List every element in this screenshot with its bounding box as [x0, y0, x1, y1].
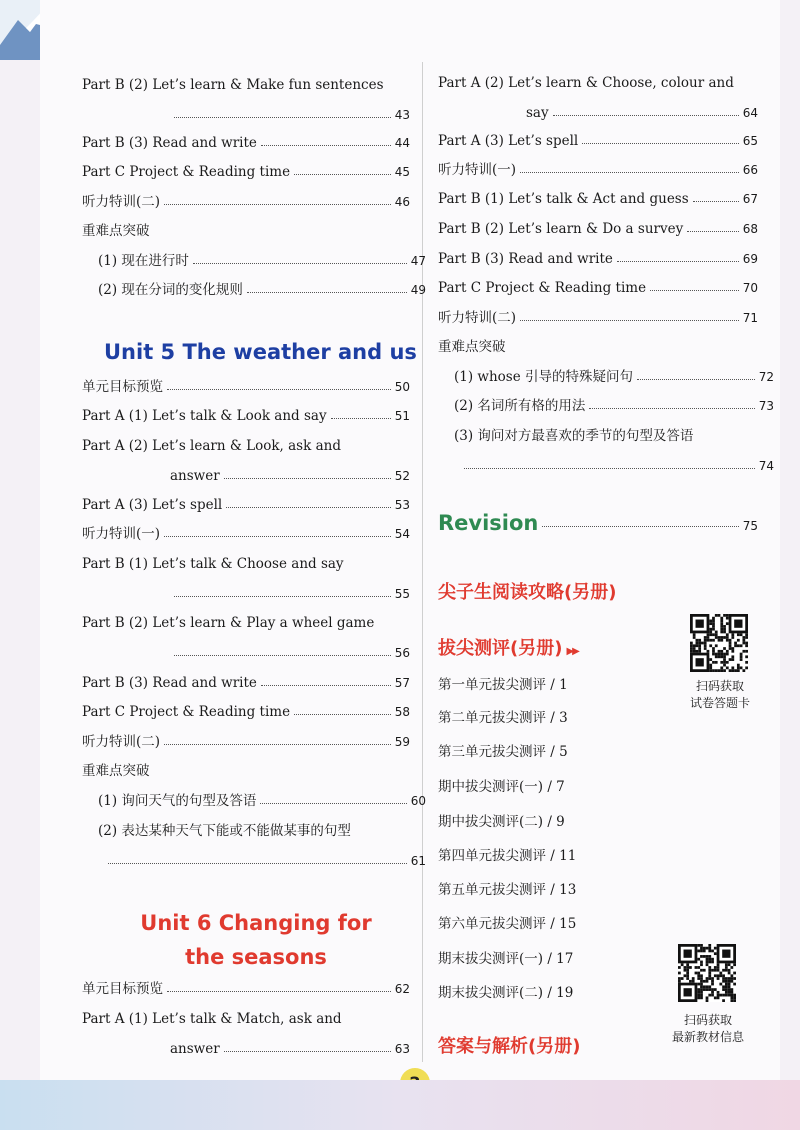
- toc-entry-line: [82, 496, 410, 514]
- toc-entry-title: (1) 现在进行时: [98, 253, 189, 269]
- right-column: [438, 0, 774, 1060]
- toc-page-number: 49: [410, 283, 426, 297]
- toc-page-number: 75: [742, 519, 758, 533]
- leader-dots: [464, 468, 755, 469]
- toc-entry-line: [438, 161, 758, 179]
- toc-entry-title: Part A (1) Let’s talk & Look and say: [82, 408, 327, 424]
- toc-entry[interactable]: [82, 134, 410, 152]
- toc-entry-line: [82, 407, 410, 425]
- leader-dots: [520, 320, 739, 321]
- leader-dots: [226, 507, 390, 508]
- toc-page-number: 60: [410, 794, 426, 808]
- test-heading: [438, 634, 578, 660]
- toc-section-label: 重难点突破: [82, 763, 150, 779]
- toc-page-number: 59: [394, 735, 410, 749]
- toc-entry-title: 听力特训(二): [82, 194, 161, 210]
- leader-dots: [167, 389, 391, 390]
- leader-dots: [164, 536, 391, 537]
- toc-entry[interactable]: [82, 792, 426, 810]
- toc-entry-line: [82, 674, 410, 692]
- test-entry[interactable]: 第一单元拔尖测评 / 1: [438, 677, 568, 693]
- toc-entry-line: [454, 368, 774, 386]
- qr-caption-answer-sheet: [670, 678, 770, 712]
- left-column: [82, 0, 426, 1060]
- toc-section-label: 重难点突破: [438, 339, 506, 355]
- leader-dots: [294, 174, 391, 175]
- revision-heading: Revision: [438, 511, 539, 535]
- toc-entry[interactable]: [82, 614, 410, 662]
- toc-entry-line: [82, 703, 410, 721]
- leader-dots: [164, 204, 391, 205]
- toc-entry[interactable]: [82, 281, 426, 299]
- leader-dots: [687, 231, 739, 232]
- toc-entry[interactable]: [438, 427, 774, 475]
- toc-page-number: 62: [394, 982, 410, 996]
- toc-entry[interactable]: [438, 132, 758, 150]
- toc-page-number: 50: [394, 380, 410, 394]
- toc-entry[interactable]: [82, 733, 410, 751]
- leader-dots: [224, 478, 391, 479]
- toc-entry-line: [438, 220, 758, 238]
- toc-entry-line: [438, 104, 758, 122]
- toc-entry-line: [98, 792, 426, 810]
- toc-entry-line: [454, 457, 774, 475]
- toc-entry-line: [82, 76, 410, 94]
- toc-entry-line: [438, 132, 758, 150]
- toc-page-number: 73: [758, 399, 774, 413]
- toc-entry-title: Part A (2) Let’s learn & Look, ask and: [82, 438, 341, 454]
- toc-page-number: 52: [394, 469, 410, 483]
- toc-entry-line: [82, 644, 410, 662]
- toc-page-number: 56: [394, 646, 410, 660]
- reading-guide-heading: 尖子生阅读攻略(另册): [438, 582, 617, 603]
- toc-entry-line: [82, 733, 410, 751]
- leader-dots: [193, 263, 407, 264]
- leader-dots: [582, 143, 738, 144]
- leader-dots: [520, 172, 739, 173]
- toc-entry[interactable]: [82, 1010, 410, 1058]
- toc-page-number: 61: [410, 854, 426, 868]
- toc-entry[interactable]: [82, 822, 426, 870]
- toc-entry[interactable]: [438, 190, 758, 208]
- toc-entry[interactable]: [82, 525, 410, 543]
- toc-entry-title: Part B (1) Let’s talk & Choose and say: [82, 556, 344, 572]
- toc-page-number: 67: [742, 192, 758, 206]
- leader-dots: [617, 261, 739, 262]
- toc-page-number: 68: [742, 222, 758, 236]
- toc-entry-line: [82, 614, 410, 632]
- toc-entry-title: Part A (1) Let’s talk & Match, ask and: [82, 1011, 342, 1027]
- toc-entry-title: 单元目标预览: [82, 981, 163, 997]
- toc-entry-title: 听力特训(二): [82, 734, 161, 750]
- toc-entry[interactable]: [82, 163, 410, 181]
- toc-entry-title: Part C Project & Reading time: [82, 704, 291, 720]
- toc-entry[interactable]: [438, 74, 758, 122]
- toc-entry-title: 听力特训(二): [438, 310, 517, 326]
- bottom-decoration: [0, 1080, 800, 1130]
- toc-page-number: 55: [394, 587, 410, 601]
- toc-entry[interactable]: [438, 338, 758, 356]
- leader-dots: [542, 526, 738, 527]
- toc-entry-line: [98, 252, 426, 270]
- toc-entry[interactable]: [438, 368, 774, 386]
- toc-entry[interactable]: [82, 762, 410, 780]
- toc-entry[interactable]: [82, 252, 426, 270]
- qr-caption-line: 最新教材信息: [671, 1030, 744, 1044]
- toc-entry-line: [82, 193, 410, 211]
- toc-entry[interactable]: [82, 76, 410, 124]
- toc-entry-line: [98, 281, 426, 299]
- toc-page-number: 71: [742, 311, 758, 325]
- toc-page-number: 45: [394, 165, 410, 179]
- toc-entry-title: Part C Project & Reading time: [82, 164, 291, 180]
- toc-entry[interactable]: [82, 555, 410, 603]
- leader-dots: [260, 803, 406, 804]
- leader-dots: [261, 145, 391, 146]
- toc-entry-title: Part B (3) Read and write: [82, 135, 257, 151]
- unit6-heading-line2: the seasons: [185, 945, 327, 969]
- toc-entry-line: [454, 427, 774, 445]
- leader-dots: [164, 744, 391, 745]
- double-arrow-icon: ▶▶: [566, 646, 578, 657]
- toc-page-number: 44: [394, 136, 410, 150]
- unit6-heading-line1: Unit 6 Changing for: [140, 911, 372, 935]
- toc-page-number: 53: [394, 498, 410, 512]
- toc-entry-line: [438, 279, 758, 297]
- toc-entry[interactable]: [82, 222, 410, 240]
- unit5-heading: Unit 5 The weather and us: [104, 340, 417, 364]
- toc-entry-title: Part A (3) Let’s spell: [82, 497, 223, 513]
- toc-entry-line: [82, 525, 410, 543]
- toc-entry[interactable]: [438, 220, 758, 238]
- toc-entry[interactable]: [438, 279, 758, 297]
- test-entry[interactable]: 第三单元拔尖测评 / 5: [438, 744, 568, 760]
- leader-dots: [167, 991, 391, 992]
- toc-entry-line: [82, 467, 410, 485]
- toc-entry-line: [82, 163, 410, 181]
- toc-page-number: 43: [394, 108, 410, 122]
- toc-page-number: 65: [742, 134, 758, 148]
- toc-page-number: 47: [410, 254, 426, 268]
- leader-dots: [693, 201, 739, 202]
- toc-entry-line: [82, 437, 410, 455]
- test-entry[interactable]: 第四单元拔尖测评 / 11: [438, 848, 577, 864]
- toc-entry[interactable]: [438, 309, 758, 327]
- toc-entry-title: (3) 询问对方最喜欢的季节的句型及答语: [454, 428, 694, 444]
- toc-page-number: 51: [394, 409, 410, 423]
- toc-entry[interactable]: [82, 496, 410, 514]
- toc-entry[interactable]: [82, 437, 410, 485]
- toc-entry-title: Part A (3) Let’s spell: [438, 133, 579, 149]
- toc-entry-line: [438, 74, 758, 92]
- leader-dots: [637, 379, 755, 380]
- leader-dots: [589, 408, 754, 409]
- toc-entry-title: 听力特训(一): [438, 162, 517, 178]
- toc-entry[interactable]: [82, 674, 410, 692]
- toc-entry-line: [98, 852, 426, 870]
- toc-entry[interactable]: [438, 161, 758, 179]
- qr-code-answer-sheet[interactable]: [690, 614, 748, 672]
- toc-entry-line: [82, 134, 410, 152]
- toc-entry-title: Part B (3) Read and write: [82, 675, 257, 691]
- toc-page-number: 57: [394, 676, 410, 690]
- toc-entry-title: Part B (1) Let’s talk & Act and guess: [438, 191, 689, 207]
- test-entry[interactable]: 第六单元拔尖测评 / 15: [438, 916, 577, 932]
- toc-entry-line: [438, 309, 758, 327]
- toc-entry[interactable]: [438, 250, 758, 268]
- leader-dots: [174, 596, 391, 597]
- toc-page-number: 63: [394, 1042, 410, 1056]
- leader-dots: [247, 292, 407, 293]
- toc-entry-title: Part B (2) Let’s learn & Make fun sentences: [82, 77, 384, 93]
- column-divider: [422, 62, 423, 1062]
- toc-entry-title: Part B (3) Read and write: [438, 251, 613, 267]
- toc-section-label: 重难点突破: [82, 223, 150, 239]
- toc-entry-title: 单元目标预览: [82, 379, 163, 395]
- leader-dots: [294, 714, 391, 715]
- toc-entry-title: Part A (2) Let’s learn & Choose, colour and: [438, 75, 734, 91]
- toc-entry-title: (2) 表达某种天气下能或不能做某事的句型: [98, 823, 351, 839]
- toc-entry[interactable]: [82, 703, 410, 721]
- toc-page-number: 66: [742, 163, 758, 177]
- toc-entry-title: Part C Project & Reading time: [438, 280, 647, 296]
- toc-entry-title: (1) 询问天气的句型及答语: [98, 793, 257, 809]
- toc-entry-title: (2) 名词所有格的用法: [454, 398, 586, 414]
- toc-entry-line: [454, 397, 774, 415]
- toc-entry-title: (1) whose 引导的特殊疑问句: [454, 369, 633, 385]
- toc-page-number: 58: [394, 705, 410, 719]
- toc-page-number: 70: [742, 281, 758, 295]
- revision-entry[interactable]: [438, 511, 758, 535]
- toc-entry-line: [82, 980, 410, 998]
- answers-heading: 答案与解析(另册): [438, 1036, 581, 1057]
- toc-entry-line: [82, 585, 410, 603]
- toc-page-number: 69: [742, 252, 758, 266]
- test-entry[interactable]: 期末拔尖测评(二) / 19: [438, 985, 574, 1001]
- toc-entry-line: [438, 190, 758, 208]
- qr-caption-line: 扫码获取: [695, 679, 744, 693]
- toc-entry-title: Part B (2) Let’s learn & Do a survey: [438, 221, 684, 237]
- toc-entry-line: [98, 822, 426, 840]
- toc-entry-line: [82, 555, 410, 573]
- test-entry[interactable]: 期中拔尖测评(一) / 7: [438, 779, 565, 795]
- toc-page-number: 74: [758, 459, 774, 473]
- leader-dots: [650, 290, 739, 291]
- toc-entry-title: (2) 现在分词的变化规则: [98, 282, 243, 298]
- test-heading-text: 拔尖测评(另册): [438, 638, 563, 659]
- qr-caption-textbook-info: [658, 1012, 758, 1046]
- qr-caption-line: 试卷答题卡: [689, 696, 750, 710]
- leader-dots: [224, 1051, 391, 1052]
- leader-dots: [108, 863, 407, 864]
- test-entry[interactable]: 第五单元拔尖测评 / 13: [438, 882, 577, 898]
- toc-page-number: 72: [758, 370, 774, 384]
- qr-caption-line: 扫码获取: [683, 1013, 732, 1027]
- toc-entry-line: [438, 511, 758, 535]
- test-entry[interactable]: 期中拔尖测评(二) / 9: [438, 814, 565, 830]
- qr-code-textbook-info[interactable]: [678, 944, 736, 1002]
- leader-dots: [174, 117, 391, 118]
- toc-page-number: 46: [394, 195, 410, 209]
- toc-entry-line: [82, 106, 410, 124]
- toc-entry-line: [438, 250, 758, 268]
- toc-entry-line: [82, 1040, 410, 1058]
- leader-dots: [553, 115, 739, 116]
- toc-entry[interactable]: [82, 193, 410, 211]
- leader-dots: [174, 655, 391, 656]
- toc-entry-continuation: answer: [170, 468, 220, 484]
- toc-entry-continuation: say: [526, 105, 549, 121]
- test-entry[interactable]: 第二单元拔尖测评 / 3: [438, 710, 568, 726]
- leader-dots: [261, 685, 391, 686]
- toc-entry-line: [82, 378, 410, 396]
- toc-entry-continuation: answer: [170, 1041, 220, 1057]
- toc-entry-line: [82, 1010, 410, 1028]
- toc-entry-title: 听力特训(一): [82, 526, 161, 542]
- toc-page-number: 64: [742, 106, 758, 120]
- test-entry[interactable]: 期末拔尖测评(一) / 17: [438, 951, 574, 967]
- toc-entry[interactable]: [82, 407, 410, 425]
- toc-entry[interactable]: [82, 980, 410, 998]
- leader-dots: [331, 418, 391, 419]
- toc-entry[interactable]: [82, 378, 410, 396]
- toc-entry[interactable]: [438, 397, 774, 415]
- toc-page-number: 54: [394, 527, 410, 541]
- toc-entry-title: Part B (2) Let’s learn & Play a wheel game: [82, 615, 375, 631]
